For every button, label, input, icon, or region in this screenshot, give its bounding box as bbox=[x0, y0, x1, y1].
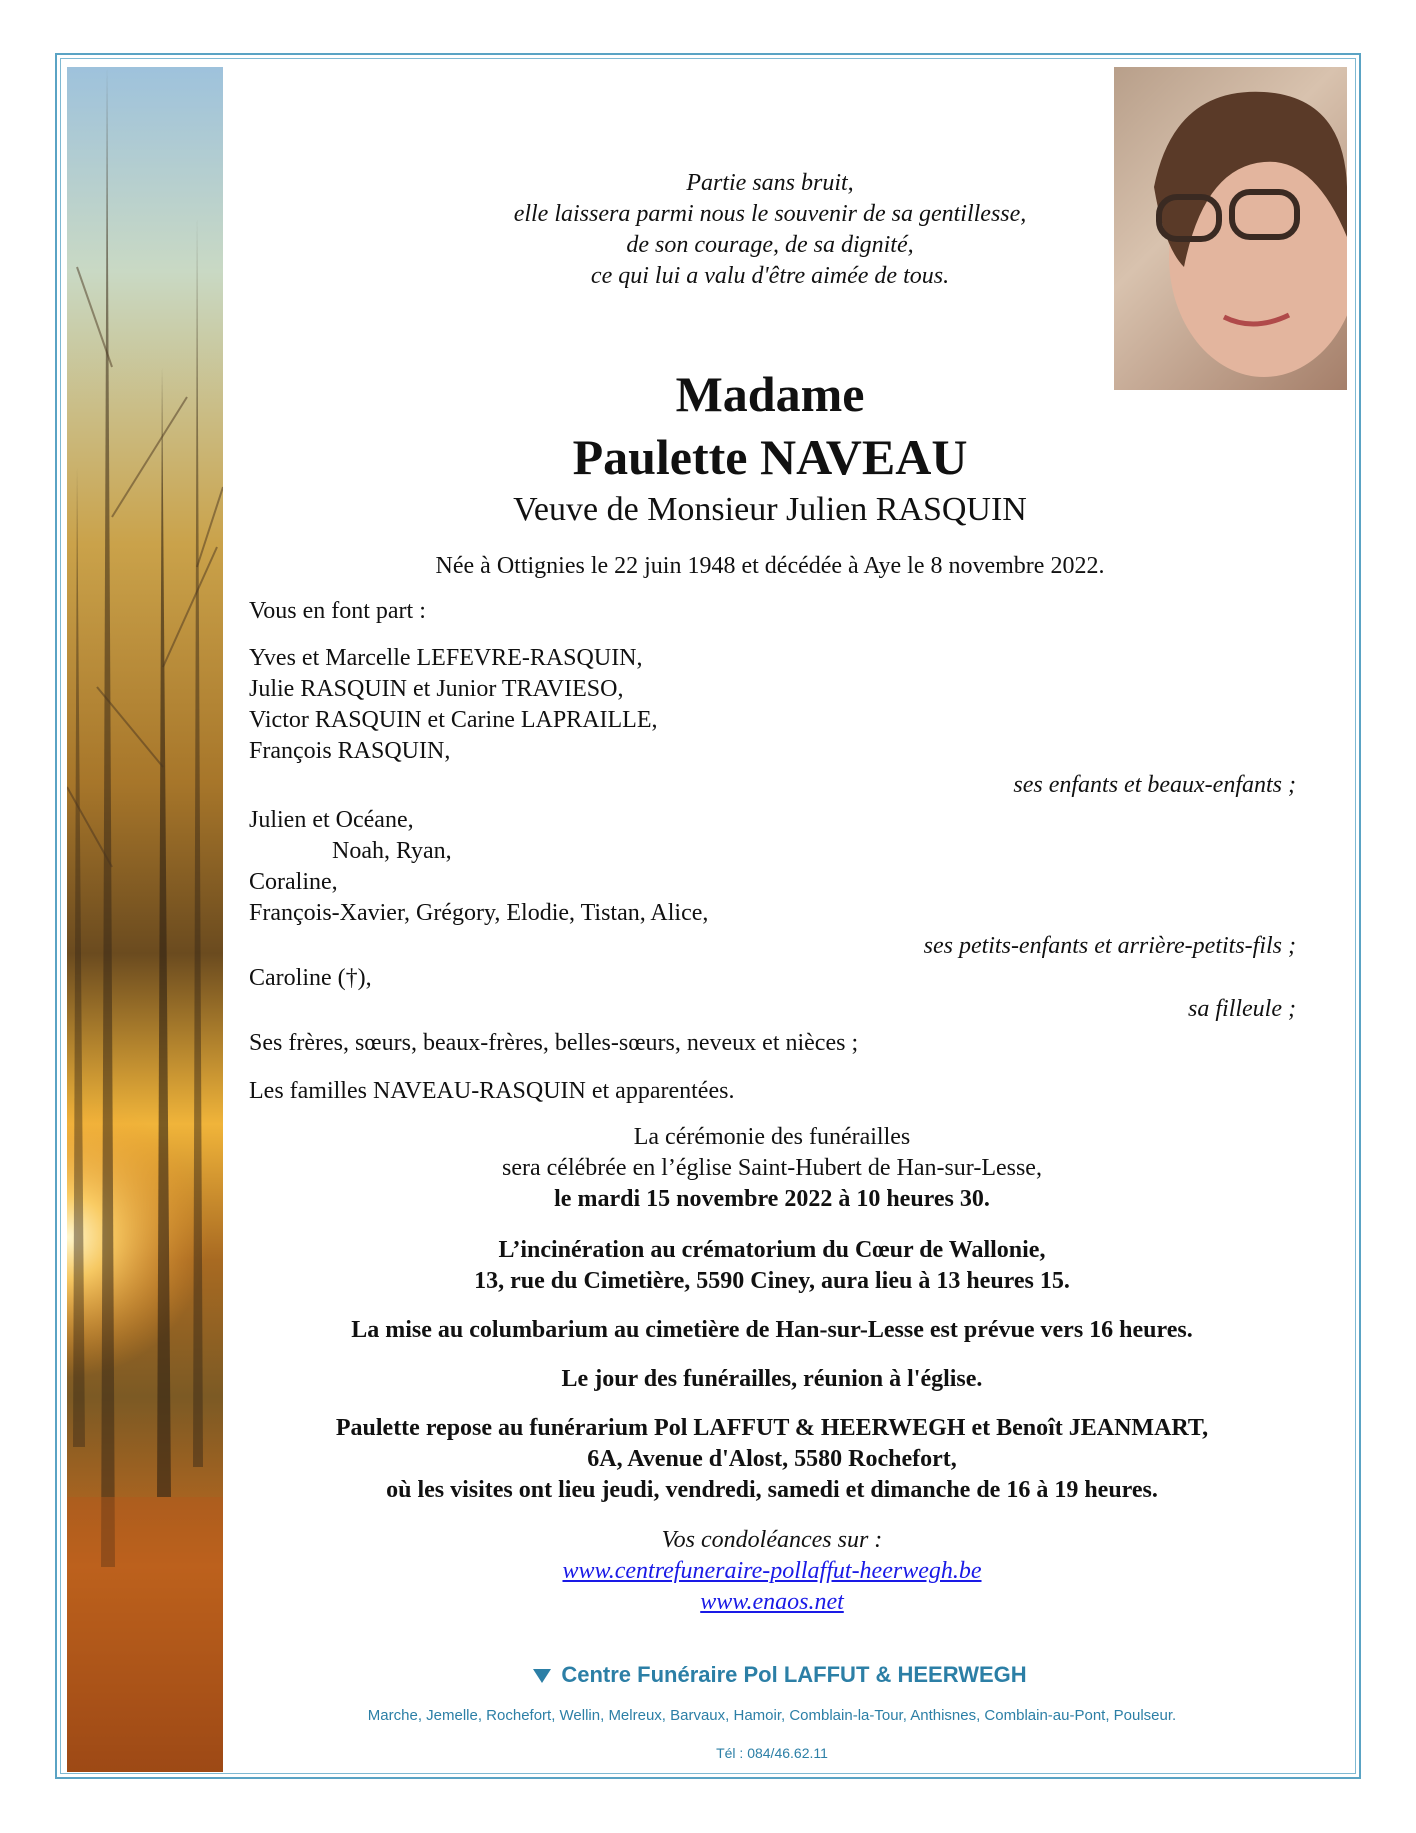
funeral-home-phone: Tél : 084/46.62.11 bbox=[716, 1745, 828, 1761]
widow-line: Veuve de Monsieur Julien RASQUIN bbox=[513, 491, 1027, 528]
poem-line: elle laissera parmi nous le souvenir de sa gentillesse, bbox=[513, 201, 1027, 227]
birth-death-line: Née à Ottignies le 22 juin 1948 et décédée à Aye le 8 novembre 2022. bbox=[435, 553, 1105, 579]
intro-text: Vous en font part : bbox=[249, 598, 426, 624]
cremation-line: 13, rue du Cimetière, 5590 Ciney, aura lieu à 13 heures 15. bbox=[474, 1268, 1070, 1294]
funeral-home-places: Marche, Jemelle, Rochefort, Wellin, Melreux, Barvaux, Hamoir, Comblain-la-Tour, Anthisnes, Comblain-au-Pont, Poulseur. bbox=[367, 1707, 1177, 1724]
goddaughter-role: sa filleule ; bbox=[1188, 996, 1296, 1022]
child-line: François RASQUIN, bbox=[249, 738, 451, 764]
poem-line: Partie sans bruit, bbox=[686, 170, 854, 196]
ceremony-line: La cérémonie des funérailles bbox=[633, 1124, 911, 1150]
enaos-link[interactable]: www.enaos.net bbox=[700, 1589, 844, 1615]
grandchild-line: François-Xavier, Grégory, Elodie, Tistan, Alice, bbox=[249, 900, 709, 926]
funeral-home-name bbox=[500, 1662, 1060, 1688]
grandchildren-role: ses petits-enfants et arrière-petits-fils ; bbox=[923, 933, 1296, 959]
condolences-label: Vos condoléances sur : bbox=[661, 1527, 883, 1553]
child-line: Julie RASQUIN et Junior TRAVIESO, bbox=[249, 676, 624, 702]
funeral-home-label: Centre Funéraire Pol LAFFUT & HEERWEGH bbox=[561, 1662, 1027, 1687]
poem bbox=[340, 168, 1200, 292]
grandchild-line: Coraline, bbox=[249, 869, 338, 895]
grandchild-line: Julien et Océane, bbox=[249, 807, 414, 833]
goddaughter-line: Caroline (†), bbox=[249, 965, 372, 991]
autumn-forest-image bbox=[67, 67, 223, 1772]
poem-line: ce qui lui a valu d'être aimée de tous. bbox=[590, 263, 950, 289]
cremation-line: L’incinération au crématorium du Cœur de Wallonie, bbox=[498, 1237, 1046, 1263]
child-line: Victor RASQUIN et Carine LAPRAILLE, bbox=[249, 707, 658, 733]
honorific: Madame bbox=[675, 366, 865, 422]
funerarium-line: Paulette repose au funérarium Pol LAFFUT & HEERWEGH et Benoît JEANMART, bbox=[335, 1415, 1209, 1441]
poem-line: de son courage, de sa dignité, bbox=[626, 232, 914, 258]
deceased-name: Paulette NAVEAU bbox=[572, 429, 968, 485]
triangle-icon bbox=[533, 1669, 551, 1683]
siblings-line: Ses frères, sœurs, beaux-frères, belles-sœurs, neveux et nièces ; bbox=[249, 1030, 859, 1056]
child-line: Yves et Marcelle LEFEVRE-RASQUIN, bbox=[249, 645, 643, 671]
funerarium-line: 6A, Avenue d'Alost, 5580 Rochefort, bbox=[587, 1446, 957, 1472]
children-role: ses enfants et beaux-enfants ; bbox=[1013, 772, 1296, 798]
reunion-line: Le jour des funérailles, réunion à l'église. bbox=[561, 1366, 983, 1392]
families-line: Les familles NAVEAU-RASQUIN et apparentées. bbox=[249, 1078, 735, 1104]
ceremony-date: le mardi 15 novembre 2022 à 10 heures 30. bbox=[554, 1186, 990, 1212]
ceremony-line: sera célébrée en l’église Saint-Hubert de Han-sur-Lesse, bbox=[502, 1155, 1042, 1181]
visits-line: où les visites ont lieu jeudi, vendredi, samedi et dimanche de 16 à 19 heures. bbox=[386, 1477, 1158, 1503]
condolences-link[interactable]: www.centrefuneraire-pollaffut-heerwegh.be bbox=[562, 1558, 982, 1584]
grandchild-line: Noah, Ryan, bbox=[332, 838, 452, 864]
columbarium-line: La mise au columbarium au cimetière de Han-sur-Lesse est prévue vers 16 heures. bbox=[351, 1317, 1193, 1343]
